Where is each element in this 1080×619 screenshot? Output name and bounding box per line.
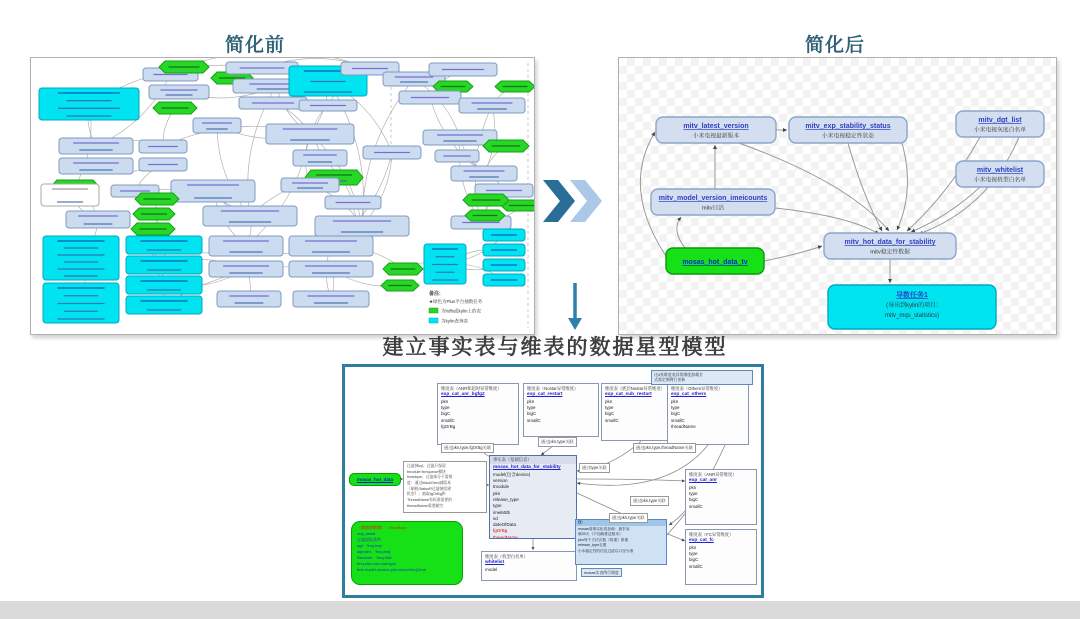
graph-node-c — [126, 256, 202, 274]
table-field: smallC — [689, 563, 703, 569]
table-field: type — [671, 405, 680, 411]
schedule-label: mosas实表例行调度 — [581, 568, 622, 577]
table-field: pkn — [671, 398, 679, 404]
table-field: type — [689, 491, 698, 497]
down-arrow-icon — [565, 283, 585, 331]
graph-node-c — [126, 296, 202, 314]
svg-text:为hdfs或kylin上的表: 为hdfs或kylin上的表 — [441, 308, 482, 314]
svg-text:mitv稳定性数据: mitv稳定性数据 — [870, 249, 910, 256]
source-table-node: mosas_hot_data — [349, 473, 401, 486]
table-title: 事实表（基础信息） — [490, 456, 576, 464]
graph-edge — [739, 143, 889, 231]
table-name: exp_cat_anr — [689, 478, 717, 484]
graph-node-c — [126, 276, 202, 294]
table-field: dateOfData — [493, 522, 517, 528]
table-name: exp_cat_restart — [527, 392, 563, 398]
svg-text:导数任务1: 导数任务1 — [896, 292, 928, 299]
table-title: 维度表（机型白名单） — [485, 554, 528, 559]
graph-node-b — [451, 166, 517, 181]
graph-node-b — [315, 216, 409, 236]
graph-node-b — [66, 211, 130, 228]
after-diagram-panel — [618, 57, 1057, 335]
svg-text:★绿色为Plus平台抽数任务: ★绿色为Plus平台抽数任务 — [429, 299, 483, 304]
star-schema-diagram — [345, 367, 761, 595]
dim-table-dim-anr — [685, 469, 757, 525]
svg-text:mitv_model_version_imeicounts: mitv_model_version_imeicounts — [658, 195, 768, 202]
dim-table-dim-fc — [685, 529, 757, 585]
node-mitv-hot-data-for-stability — [824, 233, 956, 259]
table-field: bigC — [689, 497, 699, 503]
graph-node-b — [289, 261, 373, 277]
svg-text:mitv_whitelist: mitv_whitelist — [976, 167, 1024, 174]
table-name: mosas_hot_data_for_stability — [493, 465, 561, 471]
graph-edge — [775, 208, 879, 234]
svg-text:小米电视灰度白名单: 小米电视灰度白名单 — [973, 127, 1027, 134]
table-field-highlight: fgOrBg — [493, 528, 508, 534]
graph-node-b — [59, 158, 133, 174]
graph-node-b — [281, 178, 339, 192]
node-mitv-exp-stability-status — [789, 117, 907, 143]
title-after: 简化后 — [804, 35, 865, 56]
svg-text:mitv_mqs_statistics): mitv_mqs_statistics) — [884, 313, 940, 319]
table-field: tmodule — [493, 484, 510, 490]
table-field: release_type — [493, 496, 519, 502]
table-field: model(包含device) — [493, 471, 531, 477]
svg-text:备注:: 备注: — [429, 291, 441, 297]
graph-node-b — [193, 118, 241, 133]
star-schema-panel — [342, 364, 764, 598]
filter-note: 过滤掉kyl；过滤只保留 tmodule:fxmqueue模块 freadque；过滤部分不需维 度：通过blackGerd减版本 （刷机StatusR过滤掉组建 机型）；抽取fgOrBg和 ThreadName有标准需要的 threadName需要赋空 — [403, 461, 487, 513]
svg-text:小米电视稳定性状态: 小米电视稳定性状态 — [821, 133, 875, 140]
table-title: 维度表（Nostar异常维度） — [527, 386, 579, 391]
graph-node-b — [171, 180, 255, 202]
svg-text:mitv_dgt_list: mitv_dgt_list — [978, 117, 1022, 124]
table-field: fgOrBg — [441, 423, 456, 429]
graph-node-b — [266, 124, 354, 144]
table-field: bigC — [441, 411, 451, 417]
fact-table-fact — [489, 455, 577, 539]
relation-label-3: 通过type关联 — [579, 463, 610, 473]
node-export-task — [828, 285, 996, 329]
table-field: pkn — [689, 544, 697, 550]
table-field: type — [527, 405, 536, 411]
dim-table-dim-restart — [523, 383, 599, 437]
table-field: imeiMd5 — [493, 509, 511, 515]
graph-node-w — [41, 184, 99, 206]
load-rules-callout: 注: mosas需事实化的加载：最多加 载30天（不加载推送版本） pkn每个方法次数（排重）排重 release_type去重 小米稳定性的信息过滤以口径为准 — [575, 519, 667, 565]
node-mitv-model-version-imeicounts — [651, 189, 775, 215]
graph-node-b — [59, 138, 133, 154]
table-field: pkn — [493, 490, 501, 496]
table-title: 维度表（ANR异常维度） — [689, 472, 737, 477]
svg-text:(导出到kylin的项目:: (导出到kylin的项目: — [886, 303, 938, 309]
table-field: smallC — [527, 417, 541, 423]
before-diagram-panel — [30, 57, 535, 335]
after-graph — [619, 58, 1056, 334]
raw-data-note: （原始表数据）：HiveBase mql_detail 过滤提取条件: agt：'fmq.fmp' agindex：'fmq.fmq' filename：'fmq.fmb' fmq.elec.ssm.dat.type: fmb.model.version.pkn.icloud.tmqCime — [351, 521, 463, 585]
table-field: bigC — [689, 557, 699, 563]
graph-edge — [764, 246, 822, 261]
svg-text:小米电视最新版本: 小米电视最新版本 — [692, 133, 740, 140]
graph-node-c — [43, 236, 119, 280]
table-field: threadName — [671, 423, 696, 429]
table-field: type — [493, 503, 502, 509]
dim-table-dim-whitelist — [481, 551, 577, 581]
relation-label-1: 通过pkn,type关联 — [538, 437, 577, 447]
svg-text:mitv_latest_version: mitv_latest_version — [683, 123, 749, 130]
graph-node-c — [126, 236, 202, 254]
table-field: type — [441, 405, 450, 411]
table-field: smallC — [605, 417, 619, 423]
svg-text:mitv_hot_data_for_stability: mitv_hot_data_for_stability — [844, 239, 936, 246]
table-name: exp_cat_sub_restart — [605, 392, 652, 398]
graph-node-b — [149, 85, 209, 99]
graph-node-b — [293, 150, 347, 166]
caption-text: 建立事实表与维表的数据星型模型 — [382, 336, 728, 359]
svg-text:mitv日活: mitv日活 — [701, 205, 725, 212]
graph-edge — [677, 217, 685, 248]
table-name: exp_cat_anr_bgfg2 — [441, 392, 485, 398]
dim-table-dim-anr-bgfg — [437, 383, 519, 445]
graph-node-b — [459, 98, 525, 113]
node-mitv-latest-version — [656, 117, 776, 143]
dim-tables-note: 这4张维度表异常维度加载方 式需定期例行更新 — [651, 370, 753, 385]
node-mitv-whitelist — [956, 161, 1044, 187]
table-field: model — [485, 566, 498, 572]
table-field: sd — [493, 515, 498, 521]
svg-text:小米电视机型白名单: 小米电视机型白名单 — [973, 177, 1027, 184]
graph-edge — [897, 143, 907, 230]
svg-text:mosas_hot_data_tv: mosas_hot_data_tv — [682, 259, 748, 266]
footer-band — [0, 601, 1080, 619]
svg-text:mitv_exp_stability_status: mitv_exp_stability_status — [805, 123, 891, 130]
table-field: pkn — [527, 398, 535, 404]
node-mosas-hot-data-tv — [666, 248, 764, 274]
table-field: bigC — [605, 411, 615, 417]
table-name: exp_cat_others — [671, 392, 707, 398]
table-field: smallC — [671, 417, 685, 423]
graph-node-b — [203, 206, 297, 226]
graph-node-b — [293, 291, 369, 307]
table-field: type — [605, 405, 614, 411]
table-name: exp_cat_fc — [689, 538, 714, 544]
table-title: 维度表（ANR和超时异常维度） — [441, 386, 502, 391]
table-field: pkn — [689, 484, 697, 490]
relation-label-2: 通过pkn,type,threadName关联 — [633, 443, 696, 453]
relation-label-0: 通过pkn,type,fgOrBg关联 — [441, 443, 494, 453]
table-field: pkn — [605, 398, 613, 404]
graph-edge — [362, 153, 392, 227]
double-chevron-icon — [543, 180, 613, 225]
svg-text:为kylin查询表: 为kylin查询表 — [441, 318, 469, 324]
table-name: whitelist — [485, 560, 505, 566]
table-title: 维度表（Others异常维度） — [671, 386, 723, 391]
relation-label-4: 通过pkn,type关联 — [630, 496, 669, 506]
graph-node-b — [209, 236, 283, 256]
table-title: 维度表（FC异常维度） — [689, 532, 734, 537]
graph-node-b — [209, 261, 283, 277]
schema-edge — [577, 479, 685, 481]
table-field: version — [493, 478, 508, 484]
before-graph — [31, 58, 534, 334]
graph-node-b — [289, 236, 373, 256]
table-field: smallC — [689, 503, 703, 509]
graph-node-b — [217, 291, 281, 307]
relation-label-5: 通过pkn,type关联 — [609, 513, 648, 523]
table-field: smallC — [441, 417, 455, 423]
node-mitv-dgt-list — [956, 111, 1044, 137]
title-before: 简化前 — [224, 35, 285, 56]
table-field: pkn — [441, 398, 449, 404]
dim-table-dim-others — [667, 383, 749, 445]
graph-edge — [911, 187, 980, 232]
table-field: bigC — [527, 411, 537, 417]
table-field: bigC — [671, 411, 681, 417]
table-title: 维度表（底层Nostar异常维度） — [605, 386, 665, 391]
table-field: type — [689, 551, 698, 557]
table-field-highlight: threadName — [493, 534, 518, 539]
